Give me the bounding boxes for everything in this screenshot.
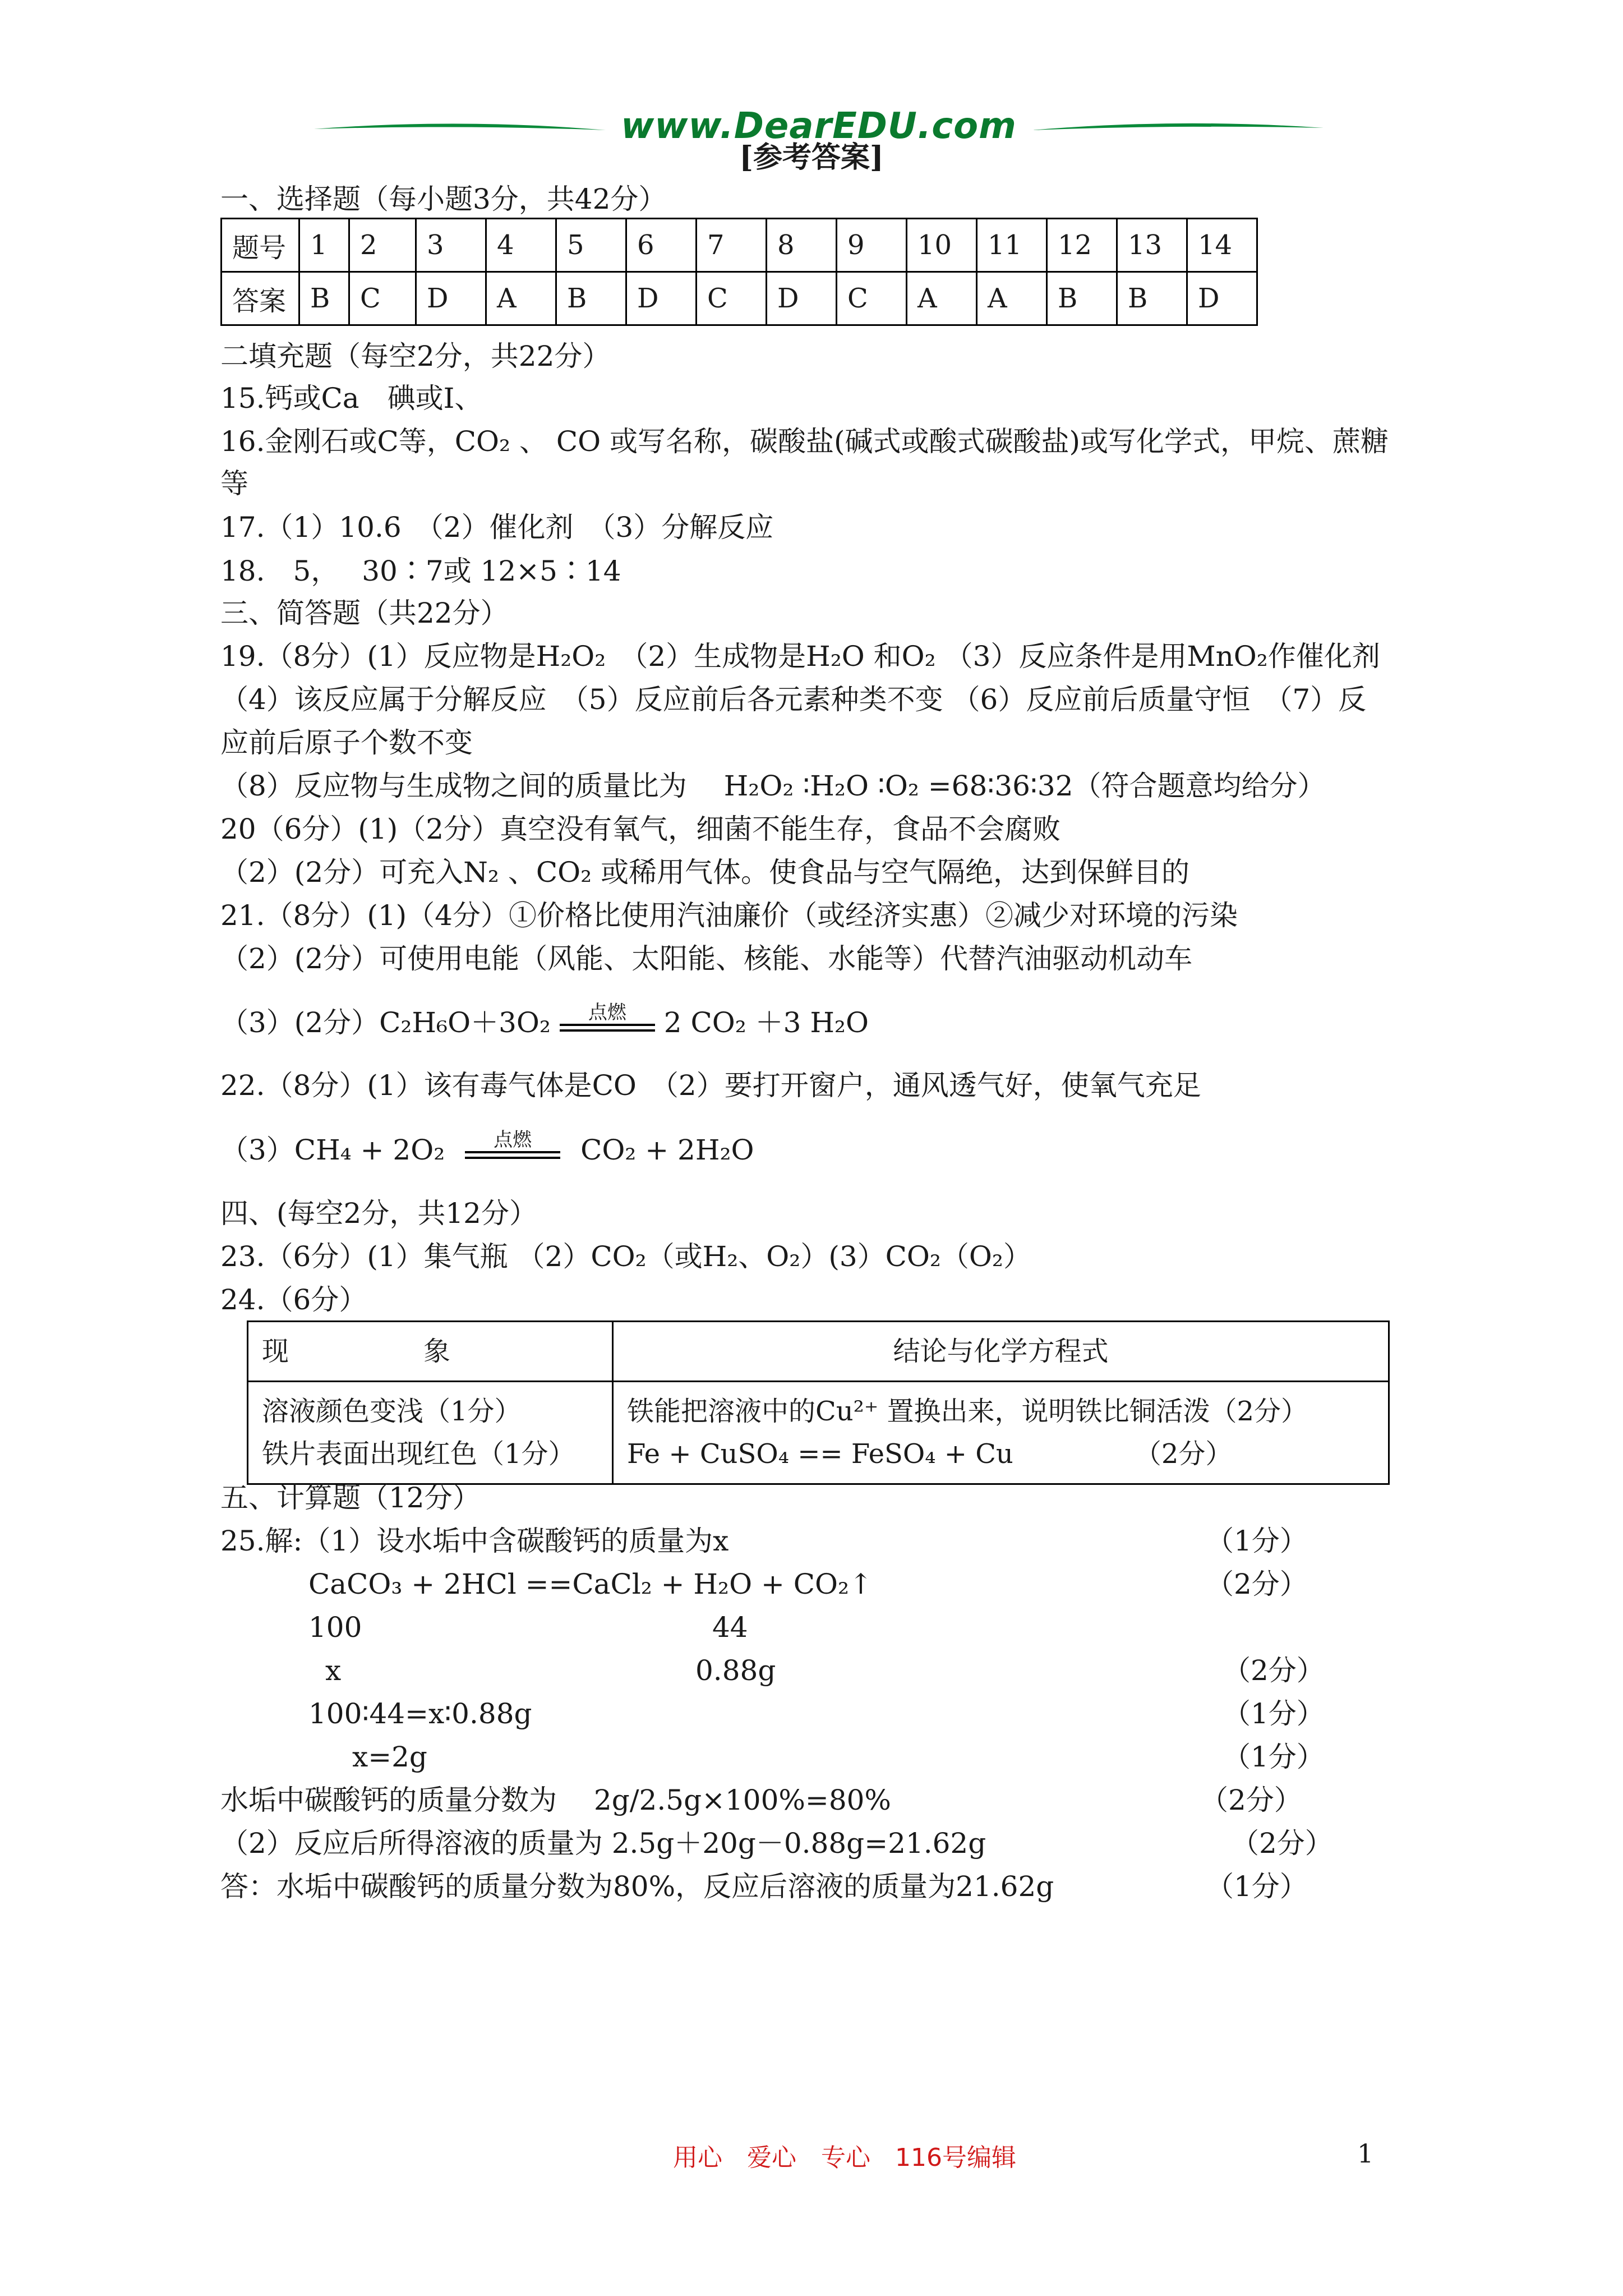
points: （1分） [1223, 1741, 1325, 1773]
reaction-condition: 点燃 [494, 1129, 532, 1151]
cell-num: 4 [486, 219, 556, 272]
calc-line: 答：水垢中碳酸钙的质量分数为80%，反应后溶液的质量为21.62g [220, 1870, 1054, 1903]
calc-value: 100 [308, 1611, 362, 1644]
reaction-arrow [560, 1002, 655, 1032]
table-row [222, 219, 1257, 272]
equation-right: 2 CO₂ ＋3 H₂O [663, 1006, 869, 1039]
cell-num: 9 [837, 219, 907, 272]
footer-text: 用心 爱心 专心 116号编辑 [673, 2143, 1016, 2172]
cell-answer: A [977, 272, 1047, 325]
points: （2分） [1206, 1568, 1308, 1600]
answer-17: 17.（1）10.6 （2）催化剂 （3）分解反应 [220, 511, 774, 544]
answer-21: 21.（8分）(1)（4分）①价格比使用汽油廉价（或经济实惠）②减少对环境的污染 [220, 899, 1238, 932]
answer-20: 20（6分）(1)（2分）真空没有氧气，细菌不能生存，食品不会腐败 [220, 813, 1061, 845]
section-2-heading: 二填充题（每空2分，共22分） [220, 340, 611, 372]
equation-right: CO₂ + 2H₂O [580, 1134, 754, 1166]
points: （2分） [1223, 1654, 1325, 1687]
answer-18: 18. 5， 30∶7或 12×5∶14 [220, 555, 621, 587]
cell-answer: A [486, 272, 556, 325]
cell-num: 1 [299, 219, 349, 272]
answer-16: 16.金刚石或C等，CO₂ 、 CO 或写名称，碳酸盐(碱式或酸式碳酸盐)或写化学式，甲烷、蔗糖 [220, 425, 1389, 458]
page-number: 1 [1357, 2138, 1374, 2169]
calc-line: 25.解:（1）设水垢中含碳酸钙的质量为x [220, 1525, 729, 1557]
cell-num: 8 [767, 219, 837, 272]
row-label: 答案 [222, 272, 299, 325]
calc-value: x [325, 1654, 342, 1687]
cell-answer: C [697, 272, 767, 325]
table-row [222, 272, 1257, 325]
answer-23: 23.（6分）(1）集气瓶 （2）CO₂（或H₂、O₂）(3）CO₂（O₂） [220, 1240, 1031, 1273]
cell-num: 13 [1117, 219, 1187, 272]
equals-bar [465, 1151, 560, 1159]
answer-21-cont: （2）(2分）可使用电能（风能、太阳能、核能、水能等）代替汽油驱动机动车 [220, 942, 1193, 975]
cell-num: 7 [697, 219, 767, 272]
cell-num: 5 [556, 219, 626, 272]
answer-20-cont: （2）(2分）可充入N₂ 、CO₂ 或稀用气体。使食品与空气隔绝，达到保鲜目的 [220, 856, 1190, 889]
points: （2分） [1200, 1784, 1302, 1816]
column-header-phenomenon: 现 象 [248, 1322, 613, 1382]
answer-19-cont: （8）反应物与生成物之间的质量比为 H₂O₂ ∶H₂O ∶O₂ =68∶36∶32（符合题意均给分） [220, 770, 1326, 802]
cell-num: 14 [1187, 219, 1257, 272]
answer-19: 19.（8分）(1）反应物是H₂O₂ （2）生成物是H₂O 和O₂ （3）反应条件是用MnO₂作催化剂 [220, 640, 1380, 673]
answer-15: 15.钙或Ca 碘或I、 [220, 382, 483, 415]
cell-num: 3 [416, 219, 486, 272]
phenomenon-1: 溶液颜色变浅（1分） [262, 1396, 522, 1427]
points: （1分） [1206, 1525, 1308, 1557]
cell-num: 11 [977, 219, 1047, 272]
cell-answer: B [1117, 272, 1187, 325]
reaction-condition: 点燃 [588, 1001, 626, 1024]
answer-24: 24.（6分） [220, 1283, 367, 1316]
cell-answer: D [626, 272, 697, 325]
equation-left: （3）CH₄ + 2O₂ [220, 1134, 445, 1166]
answer-table [220, 218, 1258, 326]
cell-answer: A [907, 272, 977, 325]
cell-answer: B [299, 272, 349, 325]
points: （1分） [1223, 1697, 1325, 1730]
equation-22 [220, 1129, 754, 1167]
calc-line: （2）反应后所得溶液的质量为 2.5g＋20g－0.88g=21.62g [220, 1827, 986, 1860]
column-header-conclusion: 结论与化学方程式 [613, 1322, 1389, 1382]
equation-left: （3）(2分）C₂H₆O＋3O₂ [220, 1006, 551, 1039]
calc-value: 44 [712, 1611, 748, 1644]
calc-line: 水垢中碳酸钙的质量分数为 2g/2.5g×100%=80% [220, 1784, 891, 1816]
cell-answer: B [556, 272, 626, 325]
site-name: www.DearEDU.com [621, 105, 1017, 147]
cell-answer: C [349, 272, 416, 325]
cell-answer: D [1187, 272, 1257, 325]
equation-21 [220, 1001, 869, 1039]
table-row [248, 1322, 1389, 1382]
points: （1分） [1206, 1870, 1308, 1903]
conclusion-cell [613, 1382, 1389, 1484]
cell-num: 12 [1047, 219, 1117, 272]
conclusion-1: 铁能把溶液中的Cu²⁺ 置换出来，说明铁比铜活泼（2分） [627, 1396, 1308, 1427]
answer-22: 22.（8分）(1）该有毒气体是CO （2）要打开窗户，通风透气好，使氧气充足 [220, 1069, 1201, 1102]
section-3-heading: 三、简答题（共22分） [220, 597, 509, 629]
cell-answer: C [837, 272, 907, 325]
cell-answer: D [416, 272, 486, 325]
calc-value: 0.88g [695, 1654, 776, 1687]
page-title: [参考答案] [739, 140, 884, 174]
section-5-heading: 五、计算题（12分） [220, 1481, 481, 1514]
cell-answer: B [1047, 272, 1117, 325]
cell-num: 6 [626, 219, 697, 272]
calc-line: x=2g [352, 1741, 427, 1773]
reaction-arrow [465, 1130, 560, 1159]
equals-bar [560, 1024, 655, 1032]
section-1-heading: 一、选择题（每小题3分，共42分） [220, 183, 667, 215]
calc-line: 100∶44=x∶0.88g [308, 1697, 532, 1730]
calc-equation: CaCO₃ + 2HCl ==CaCl₂ + H₂O + CO₂↑ [308, 1568, 873, 1600]
answer-19-cont: （4）该反应属于分解反应 （5）反应前后各元素种类不变 （6）反应前后质量守恒 （7）反 [220, 683, 1367, 716]
answer-19-cont: 应前后原子个数不变 [220, 726, 473, 759]
cell-num: 2 [349, 219, 416, 272]
cell-answer: D [767, 272, 837, 325]
row-label: 题号 [222, 219, 299, 272]
table-row [248, 1382, 1389, 1484]
section-4-heading: 四、(每空2分，共12分） [220, 1197, 537, 1230]
phenomenon-cell [248, 1382, 613, 1484]
conclusion-2: Fe + CuSO₄ == FeSO₄ + Cu （2分） [627, 1438, 1233, 1470]
phenomenon-2: 铁片表面出现红色（1分） [262, 1438, 575, 1470]
experiment-table [247, 1320, 1390, 1485]
answer-16-cont: 等 [220, 467, 248, 500]
points: （2分） [1231, 1827, 1333, 1860]
cell-num: 10 [907, 219, 977, 272]
